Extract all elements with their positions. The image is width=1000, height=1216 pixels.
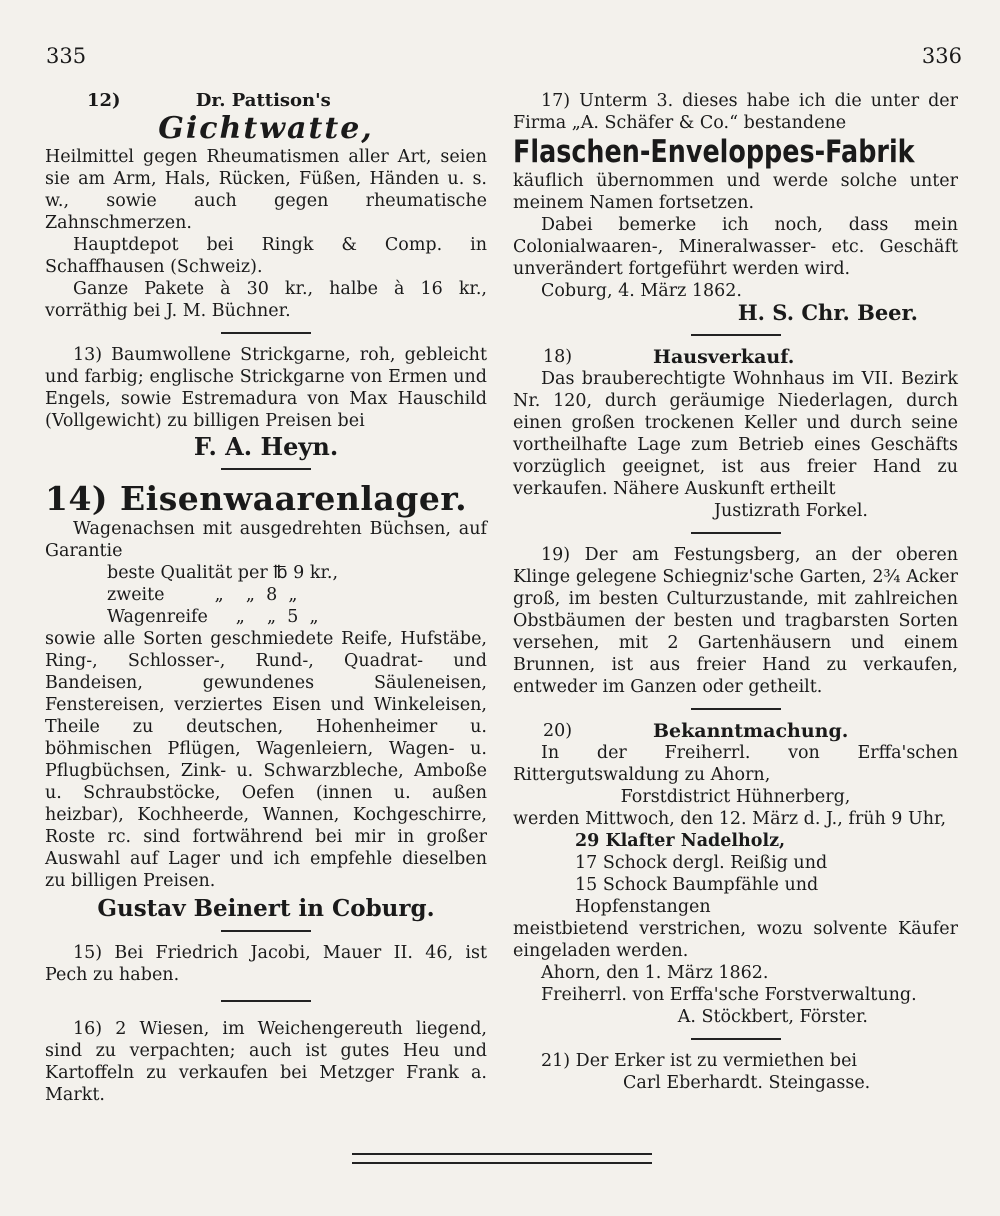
ad-16 — [45, 1018, 487, 1106]
lot-item: 29 Klafter Nadelholz, — [575, 831, 786, 851]
ad-17-place-date: Coburg, 4. März 1862. — [541, 281, 742, 301]
ad-18 — [513, 346, 958, 522]
ad-20 — [513, 720, 958, 1028]
ad-18-heading — [513, 346, 958, 368]
divider — [691, 708, 781, 710]
ad-18-title: Hausverkauf. — [653, 346, 795, 368]
ad-14-signature: Gustav Beinert in Coburg. — [97, 895, 435, 922]
ad-15 — [45, 942, 487, 986]
ad-14 — [45, 480, 487, 920]
ad-12-title: Gichtwatte, — [158, 111, 374, 146]
price-row: zweite „ „ 8 „ — [107, 585, 298, 605]
ad-15-body: 15) Bei Friedrich Jacobi, Mauer II. 46, ist Pech zu haben. — [45, 943, 487, 985]
ad-12-body: Heilmittel gegen Rheumatismen aller Art, seien sie am Arm, Hals, Rücken, Füßen, Händen u. s. w., sowie auch gegen rheumatische Zahnschmerzen. — [45, 147, 487, 233]
left-column — [45, 90, 487, 1116]
ad-20-tail: meistbietend verstrichen, wozu solvente Käufer eingeladen werden. — [513, 919, 958, 961]
ad-12-prices: Ganze Pakete à 30 kr., halbe à 16 kr., vorräthig bei J. M. Büchner. — [45, 279, 487, 321]
ad-21-line2: Carl Eberhardt. Steingasse. — [623, 1073, 871, 1093]
page-number-right: 336 — [921, 44, 962, 68]
ad-17-title: Flaschen-Enveloppes-Fabrik — [513, 134, 915, 170]
ad-17-signature: H. S. Chr. Beer. — [737, 300, 918, 325]
ad-20-signature-1: Freiherrl. von Erffa'sche Forstverwaltung. — [541, 985, 917, 1005]
ad-21-line1: 21) Der Erker ist zu vermiethen bei — [541, 1051, 858, 1071]
ad-17-body: käuflich übernommen und werde solche unter meinem Namen fortsetzen. — [513, 171, 958, 213]
ad-21 — [513, 1050, 958, 1094]
ad-14-price-table — [107, 562, 487, 628]
ad-14-title: 14) Eisenwaarenlager. — [45, 479, 468, 518]
ad-16-body: 16) 2 Wiesen, im Weichengereuth liegend, sind zu verpachten; auch ist gutes Heu und Kartoffeln zu verkaufen bei Metzger Frank a. Markt. — [45, 1019, 487, 1105]
divider — [691, 334, 781, 336]
ad-20-items — [513, 830, 958, 918]
ad-20-place-date: Ahorn, den 1. März 1862. — [541, 963, 769, 983]
ad-17-intro: 17) Unterm 3. dieses habe ich die unter der Firma „A. Schäfer & Co.“ bestandene — [513, 91, 958, 133]
ad-20-signature-2: A. Stöckbert, Förster. — [677, 1007, 868, 1027]
ad-12 — [45, 90, 487, 322]
ad-20-title: Bekanntmachung. — [653, 720, 849, 742]
ad-13-signature: F. A. Heyn. — [193, 432, 339, 461]
price-row: beste Qualität per ℔ 9 kr., — [107, 563, 339, 583]
right-column — [513, 90, 958, 1104]
divider — [221, 332, 311, 334]
divider — [691, 532, 781, 534]
price-row: Wagenreife „ „ 5 „ — [107, 607, 319, 627]
lot-item: 15 Schock Baumpfähle und Hopfenstangen — [575, 875, 819, 917]
ad-17-body2: Dabei bemerke ich noch, dass mein Colonialwaaren-, Mineralwasser- etc. Geschäft unverändert fortgeführt werden wird. — [513, 215, 958, 279]
page-number-left: 335 — [46, 44, 87, 68]
ad-20-heading — [513, 720, 958, 742]
lot-item: 17 Schock dergl. Reißig und — [575, 853, 828, 873]
ad-20-line1: In der Freiherrl. von Erffa'schen Rittergutswaldung zu Ahorn, — [513, 743, 958, 785]
divider — [221, 1000, 311, 1002]
ad-13-body: 13) Baumwollene Strickgarne, roh, gebleicht und farbig; englische Strickgarne von Ermen und Engels, sowie Estremadura von Max Hauschild (Vollgewicht) zu billigen Preisen bei — [45, 345, 487, 431]
ad-20-number: 20) — [543, 721, 573, 741]
ad-18-number: 18) — [543, 347, 573, 367]
divider — [221, 468, 311, 470]
divider — [691, 1038, 781, 1040]
ad-17 — [513, 90, 958, 324]
ad-12-depot: Hauptdepot bei Ringk & Comp. in Schaffhausen (Schweiz). — [45, 235, 487, 277]
ad-13 — [45, 344, 487, 461]
ad-14-intro: Wagenachsen mit ausgedrehten Büchsen, auf Garantie — [45, 519, 487, 561]
ad-18-body: Das brauberechtigte Wohnhaus im VII. Bezirk Nr. 120, durch geräumige Niederlagen, durch einen großen trockenen Keller und durch seine vortheilhafte Lage zum Betrieb eines Geschäfts vorzüglich geeignet, ist aus freier Hand zu verkaufen. Nähere Auskunft ertheilt — [513, 369, 958, 499]
ad-19-body: 19) Der am Festungsberg, an der oberen Klinge gelegene Schiegniz'sche Garten, 2¾ Acker groß, im besten Culturzustande, mit zahlreichen Obstbäumen der besten und tragbarsten Sorten versehen, mit 2 Gartenhäusern und einem Brunnen, ist aus freier Hand zu verkaufen, entweder im Ganzen oder getheilt. — [513, 545, 958, 697]
ad-14-body: sowie alle Sorten geschmiedete Reife, Hufstäbe, Ring-, Schlosser-, Rund-, Quadrat- und Bandeisen, gewundenes Säuleneisen, Fenstereisen, verziertes Eisen und Winkeleisen, Theile zu deutschen, Hohenheimer u. böhmischen Pflügen, Wagenleiern, Wagen- u. Pflugbüchsen, Zink- u. Schwarzbleche, Amboße u. Schraubstöcke, Oefen (innen u. außen heizbar), Kochheerde, Wannen, Kochgeschirre, Roste rc. sind fortwährend bei mir in großer Auswahl auf Lager und ich empfehle dieselben zu billigen Preisen. — [45, 629, 487, 891]
footer-double-rule — [352, 1153, 652, 1164]
ad-12-heading: 12) Dr. Pattison's — [87, 90, 331, 111]
ad-19 — [513, 544, 958, 698]
divider — [221, 930, 311, 932]
ad-18-signature: Justizrath Forkel. — [714, 501, 868, 521]
ad-20-line3: werden Mittwoch, den 12. März d. J., früh 9 Uhr, — [513, 809, 947, 829]
ad-20-line2: Forstdistrict Hühnerberg, — [620, 787, 851, 807]
